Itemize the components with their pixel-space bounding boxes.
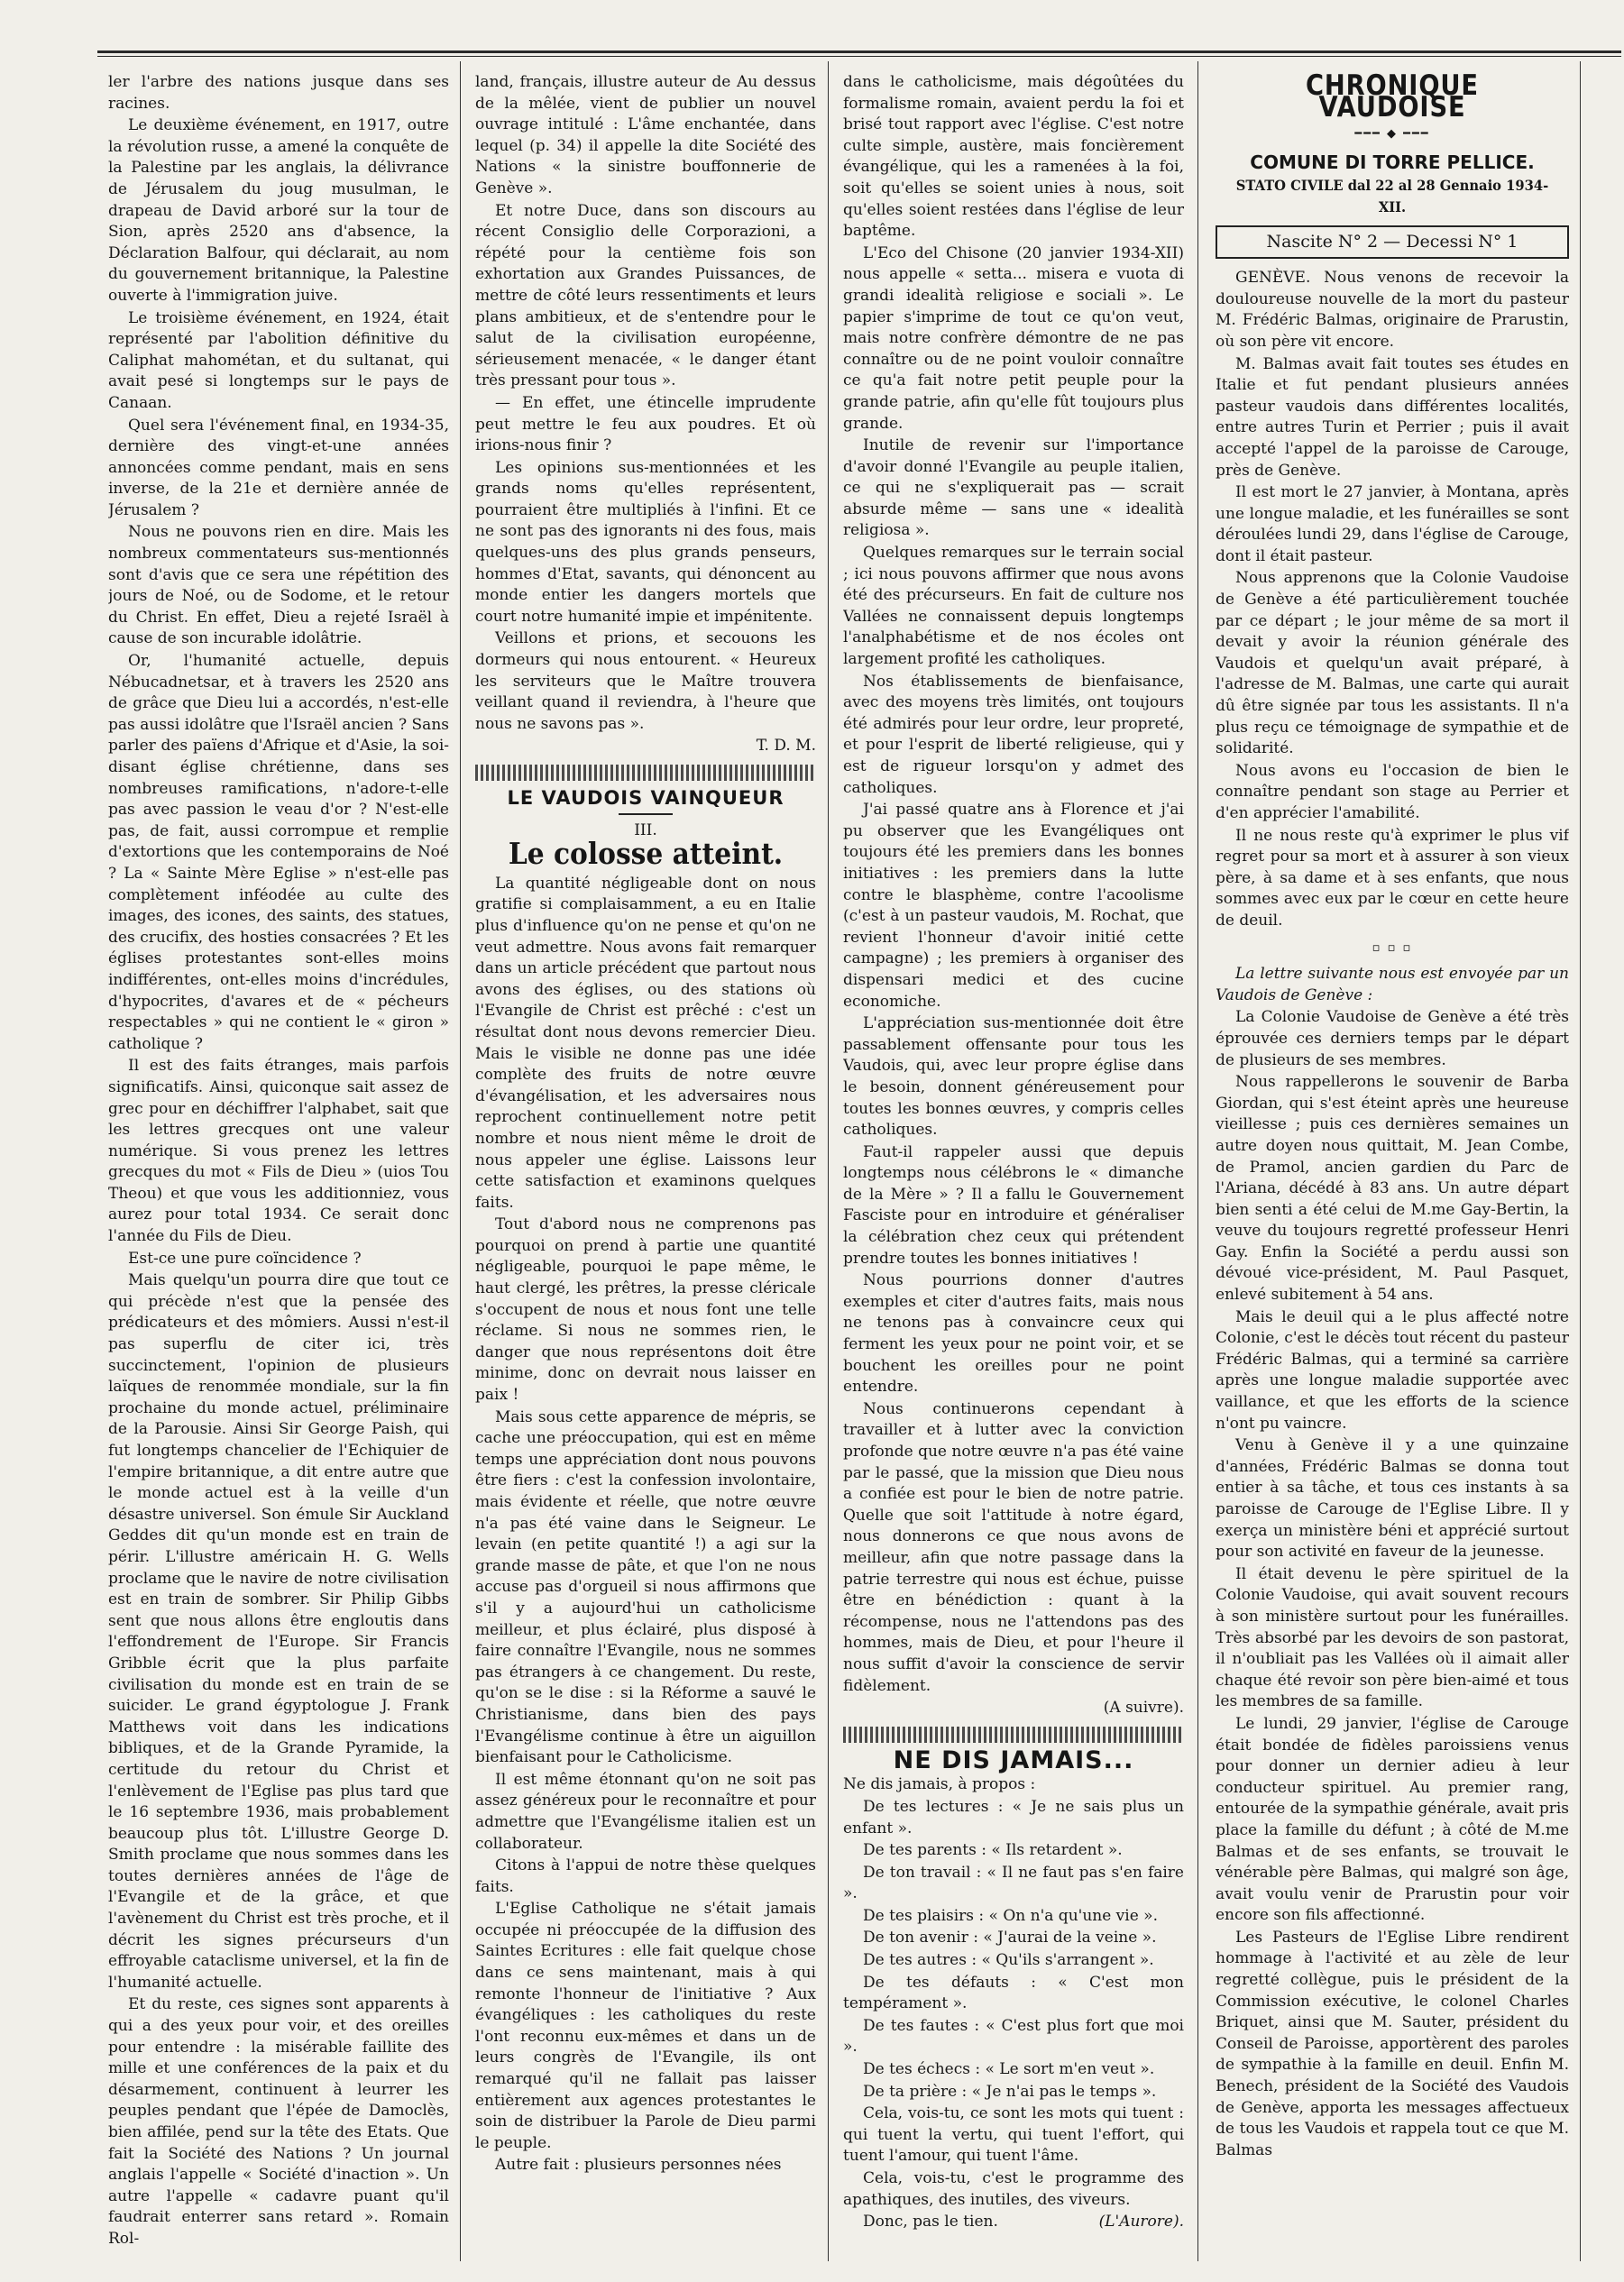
col4-paragraph: Nous avons eu l'occasion de bien le connaître pendant son stage au Perrier et d'en apprécier l'amabilité. (1216, 761, 1569, 822)
col3-paragraph: L'Eco del Chisone (20 janvier 1934-XII) nous appelle « setta... misera e vuota di grandi idealità religiose e sociali ». Le papier s'imprime de tout ce qu'on veut, mais notre confrère démontre de ne pas connaître ou de ne point vouloir connaître ce qu'a fait notre petit peuple pour la grande patrie, afin qu'elle fût toujours plus grande. (843, 243, 1184, 433)
col4-paragraph: M. Balmas avait fait toutes ses études en Italie et fut pendant plusieurs années pasteur vaudois dans différentes localités, entre autres Turin et Perrier ; puis il avait accepté l'appel de la paroisse de Carouge, près de Genève. (1216, 354, 1569, 480)
nedis-line: De tes autres : « Qu'ils s'arrangent ». (863, 1951, 1154, 1970)
col2-paragraph: Et notre Duce, dans son discours au récent Consiglio delle Corporazioni, a répété pour la centième fois son exhortation aux Grandes Puissances, de mettre de côté leurs ressentiments et leurs plans ambitieux, et de s'entendre pour le salut de la civilisation européenne, sérieusement menacée, « le danger étant très pressant pour tous ». (475, 201, 816, 390)
nedis-line: Cela, vois-tu, c'est le programme des apathiques, des inutiles, des viveurs. (843, 2169, 1184, 2209)
nedis-line: De ton avenir : « J'aurai de la veine ». (863, 1929, 1157, 1947)
col2-paragraph: — En effet, une étincelle imprudente peut mettre le feu aux poudres. Et où irions-nous finir ? (475, 393, 816, 455)
col2-paragraph: L'Eglise Catholique ne s'était jamais occupée ni préoccupée de la diffusion des Saintes Ecritures : elle fait quelque chose dans ce sens maintenant, mais à qui remonte l'honneur de l'initiative ? Aux évangéliques : les catholiques du reste l'ont reconnu eux-mêmes et dans un de leurs congrès de l'Evangile, ils ont remarqué qu'il ne fallait pas laisser entièrement aux agences protestantes le soin de distribuer la Parole de Dieu parmi le peuple. (475, 1900, 816, 2152)
col1-paragraph: Est-ce une pure coïncidence ? (128, 1249, 362, 1268)
col3-paragraph: Nos établissements de bienfaisance, avec des moyens très limités, ont toujours été admirés pour leur ordre, leur propreté, et pour l'esprit de liberté religieuse, qui y est de rigueur lorsqu'on y admet des catholiques. (843, 672, 1184, 797)
column-4 (1216, 72, 1569, 2272)
col2-paragraph: Veillons et prions, et secouons les dormeurs qui nous entourent. « Heureux les serviteurs que le Maître trouvera veillant quand il reviendra, à l'heure que nous ne savons pas ». (475, 629, 816, 733)
nedis-closing (843, 2212, 1184, 2233)
col3-paragraph: L'appréciation sus-mentionnée doit être passablement offensante pour tous les Vaudois, qui, avec leur propre église dans le besoin, donnent généreusement pour toutes les bonnes œuvres, y compris celles catholiques. (843, 1014, 1184, 1140)
to-be-continued: (A suivre). (1103, 1699, 1184, 1718)
col2-paragraph: Mais sous cette apparence de mépris, se cache une préoccupation, qui est en même temps une appréciation dont nous pouvons être fiers : c'est la confession involontaire, mais évidente et réelle, que notre œuvre n'a pas été vaine dans le Seigneur. Le levain (en petite quantité !) a agi sur la grande masse de pâte, et que l'on ne nous accuse pas d'orgueil si nous affirmons que s'il y a aujourd'hui un catholicisme meilleur, et plus éclairé, plus disposé à faire connaître l'Evangile, nous ne sommes pas étrangers à ce changement. Du reste, qu'on se le dise : si la Réforme a sauvé le Christianisme, dans bien des pays l'Evangélisme continue à être un aiguillon bienfaisant pour le Catholicisme. (475, 1407, 816, 1767)
comune-heading: COMUNE DI TORRE PELLICE. (1250, 151, 1535, 173)
ornament-divider (475, 765, 816, 781)
col2-paragraph: La quantité négligeable dont on nous gratifie si complaisamment, a eu en Italie plus d'influence qu'on ne pense et qu'on ne veut admettre. Nous avons fait remarquer dans un article précédent que partout nous avons des églises, ou des stations où l'Evangile de Christ est prêché : c'est un résultat dont nous devons remercier Dieu. Mais le visible ne donne pas une idée complète des fruits de notre œuvre d'évangélisation, et les adversaires nous reprochent continuellement notre petit nombre et nous nient même le droit de nous appeler une église. Laissons leur cette satisfaction et examinons quelques faits. (475, 874, 816, 1212)
col2-paragraph: Il est même étonnant qu'on ne soit pas assez généreux pour le reconnaître et pour admettre que l'Evangélisme italien est un collaborateur. (475, 1770, 816, 1853)
column-1 (108, 72, 449, 2272)
col2-paragraph: Tout d'abord nous ne comprenons pas pourquoi on prend à partie une quantité négligeable, pourquoi le pape même, le haut clergé, les prêtres, la presse cléricale s'occupent de nous et nous font une telle réclame. Si nous ne sommes rien, le danger que nous représentons doit être minime, donc on devrait nous laisser en paix ! (475, 1215, 816, 1405)
column-2 (475, 72, 816, 2272)
col4-paragraph: Les Pasteurs de l'Eglise Libre rendirent hommage à l'activité et au zèle de leur regretté collègue, puis le président de la Commission exécutive, le colonel Charles Briquet, ainsi que M. Sauter, président du Conseil de Paroisse, apportèrent des paroles de sympathie à la famille en deuil. Enfin M. Benech, président de la Société des Vaudois de Genève, apporta les messages affectueux de tous les Vaudois et rappela tout ce que M. Balmas (1216, 1928, 1569, 2159)
col1-paragraph: Et du reste, ces signes sont apparents à qui a des yeux pour voir, et des oreilles pour entendre : la misérable faillite des mille et une conférences de la paix et du désarmement, continuent à leurrer les peuples pendant que l'épée de Damoclès, bien affilée, pend sur la tête des Etats. Que fait la Société des Nations ? Un journal anglais l'appelle « Société d'inaction ». Un autre l'appelle « cadavre puant qu'il faudrait enterrer sans retard ». Romain Rol- (108, 1995, 449, 2248)
article-signature: T. D. M. (756, 737, 816, 756)
section-heading-ne-dis-jamais: NE DIS JAMAIS... (893, 1746, 1134, 1774)
col1-paragraph: Le deuxième événement, en 1917, outre la révolution russe, a amené la conquête de la Palestine par les anglais, la délivrance de Jérusalem du joug musulman, le drapeau de David arboré sur la tour de Sion, après 2520 ans d'absence, la Déclaration Balfour, qui déclarait, au nom du gouvernement britannique, la Palestine ouverte à l'immigration juive. (108, 116, 449, 305)
col4-paragraph: Il était devenu le père spirituel de la Colonie Vaudoise, qui avait souvent recours à son ministère surtout pour les funérailles. Très absorbé par les devoirs de son pastorat, il n'oubliait pas les Vallées où il aimait aller chaque été revoir son père bien-aimé et tous les membres de sa famille. (1216, 1564, 1569, 1711)
col4-paragraph: Le lundi, 29 janvier, l'église de Carouge était bondée de fidèles paroissiens venus pour donner un dernier adieu à leur conducteur spirituel. Au premier rang, entourée de la sympathie générale, avait pris place la famille du défunt ; à côté de M.me Balmas et de ses enfants, se trouvait le vénérable père Balmas, qui malgré son âge, avait voulu venir de Prarustin pour voir encore son fils affectionné. (1216, 1714, 1569, 1925)
article-title: Le colosse atteint. (508, 836, 784, 872)
letter-intro: La lettre suivante nous est envoyée par un Vaudois de Genève : (1216, 965, 1569, 1004)
ornament-divider (843, 1727, 1184, 1743)
births-deaths-box: Nascite N° 2 — Decessi N° 1 (1216, 225, 1569, 260)
top-rule-thin (97, 56, 1621, 57)
col4-paragraph: Nous apprenons que la Colonie Vaudoise de Genève a été particulièrement touchée par ce départ ; le jour même de sa mort il devait y avoir la réunion générale des Vaudois et quelqu'un avait préparé, à l'adresse de M. Balmas, une carte qui aurait dû être signée par tous les assistants. Il n'a plus reçu ce témoignage de sympathie et de solidarité. (1216, 569, 1569, 758)
nedis-line: De ta prière : « Je n'ai pas le temps ». (863, 2082, 1157, 2101)
col3-paragraph: Inutile de revenir sur l'importance d'avoir donné l'Evangile au peuple italien, ce qui ne s'expliquerait pas — scrait absurde même — sans une « idealità religiosa ». (843, 436, 1184, 540)
col1-paragraph: Le troisième événement, en 1924, était représenté par l'abolition définitive du Caliphat mahométan, et du sultanat, qui avait pesé si longtemps sur le pays de Canaan. (108, 308, 449, 412)
col1-paragraph: Nous ne pouvons rien en dire. Mais les nombreux commentateurs sus-mentionnés sont d'avis que ce sera une répétition des jours de Noé, ou de Sodome, et le retour du Christ. En effet, Dieu a rejeté Israël à cause de son incurable idolâtrie. (108, 523, 449, 648)
col4-paragraph: La Colonie Vaudoise de Genève a été très éprouvée ces derniers temps par le départ de plusieurs de ses membres. (1216, 1008, 1569, 1069)
nedis-line: De tes lectures : « Je ne sais plus un enfant ». (843, 1797, 1184, 1838)
column-divider-2 (828, 61, 829, 2261)
nedis-line: De tes plaisirs : « On n'a qu'une vie ». (863, 1906, 1158, 1925)
nedis-line: De ton travail : « Il ne faut pas s'en faire ». (843, 1863, 1184, 1903)
col4-paragraph: Venu à Genève il y a une quinzaine d'années, Frédéric Balmas se donna tout entier à sa tâche, et tous ces instants à sa paroisse de Carouge de l'Eglise Libre. Il y exerça un ministère béni et apprécié surtout pour son activité en faveur de la jeunesse. (1216, 1436, 1569, 1562)
col2-paragraph: Les opinions sus-mentionnées et les grands noms qu'elles représentent, pourraient être multipliés à l'infini. Et ce ne sont pas des ignorants ni des fous, mais quelques-uns des plus grands penseurs, hommes d'Etat, savants, qui dénoncent au monde entier les dangers mortels que court notre humanité impie et impénitente. (475, 458, 816, 626)
col4-paragraph: Mais le deuil qui a le plus affecté notre Colonie, c'est le décès tout récent du pasteur Frédéric Balmas, qui a terminé sa carrière après une longue maladie supportée avec vaillance, et que les efforts de la science n'ont pu vaincre. (1216, 1307, 1569, 1433)
col3-paragraph: Faut-il rappeler aussi que depuis longtemps nous célébrons le « dimanche de la Mère » ? Il a fallu le Gouvernement Fasciste pour en introduire et généraliser la célébration chez ceux qui prétendent prendre toutes les bonnes initiatives ! (843, 1142, 1184, 1268)
column-divider-right (1580, 61, 1581, 2261)
nedis-last-line: Donc, pas le tien. (863, 2213, 998, 2232)
section-heading-vaudois: LE VAUDOIS VAINQUEUR (507, 787, 784, 809)
col1-paragraph: Il est des faits étranges, mais parfois significatifs. Ainsi, quiconque sait assez de grec pour en déchiffrer l'alphabet, sait que les lettres grecques ont une valeur numérique. Si vous prenez les lettres grecques du mot « Fils de Dieu » (uios Tou Theou) et que vous les additionniez, vous aurez pour total 1934. Ce serait donc l'année du Fils de Dieu. (108, 1057, 449, 1246)
nedis-line: Cela, vois-tu, ce sont les mots qui tuent : qui tuent la vertu, qui tuent l'effort, qui tuent l'amour, qui tuent l'âme. (843, 2104, 1184, 2166)
col3-paragraph: Nous pourrions donner d'autres exemples et citer d'autres faits, mais nous ne tenons pas à convaincre ceux qui ferment les yeux pour ne point voir, et se bouchent les oreilles pour ne point entendre. (843, 1271, 1184, 1397)
col2-paragraph: Citons à l'appui de notre thèse quelques faits. (475, 1856, 816, 1896)
nedis-line: Ne dis jamais, à propos : (843, 1775, 1036, 1794)
stato-civile-heading: STATO CIVILE dal 22 al 28 Gennaio 1934-XII. (1235, 177, 1549, 215)
part-number: III. (634, 820, 657, 839)
col2-paragraph: land, français, illustre auteur de Au dessus de la mêlée, vient de publier un nouvel ouvrage intitulé : L'âme enchantée, dans lequel (p. 34) il appelle la dite Société des Nations « la sinistre bouffonnerie de Genève ». (475, 73, 816, 197)
column-3 (843, 72, 1184, 2272)
col1-paragraph: Mais quelqu'un pourra dire que tout ce qui précède n'est que la pensée des prédicateurs et des mômiers. Aussi n'est-il pas superflu de citer ici, très succinctement, l'opinion de plusieurs laïques de renommée mondiale, sur la fin prochaine du monde actuel, préliminaire de la Parousie. Ainsi Sir George Paish, qui fut longtemps chancelier de l'Echiquier de l'empire britannique, a dit entre autre que le monde actuel est à la veille d'un désastre universel. Son émule Sir Auckland Geddes dit qu'un monde est en train de périr. L'illustre américain H. G. Wells proclame que le navire de notre civilisation est en train de sombrer. Sir Philip Gibbs sent que nous allons être engloutis dans l'effondrement de l'Europe. Sir Francis Gribble écrit que la plus parfaite civilisation du monde est en train de se suicider. Le grand égyptologue J. Frank Matthews voit dans les indications bibliques, et de la Grande Pyramide, la certitude du retour du Christ et l'enlèvement de l'Eglise pas plus tard que le 16 septembre 1936, mais probablement beaucoup plus tôt. L'illustre George D. Smith proclame que nous sommes dans les toutes dernières années de l'âge de l'Evangile et de la grâce, et que l'avènement du Christ est très proche, et il décrit les signes précurseurs d'un effroyable cataclisme universel, et la fin de l'humanité actuelle. (108, 1271, 449, 1992)
paragraph-ornament: ▫ ▫ ▫ (1372, 940, 1413, 955)
col4-paragraph: Il est mort le 27 janvier, à Montana, après une longue maladie, et les funérailles se sont déroulées lundi 29, dans l'église de Carouge, dont il était pasteur. (1216, 483, 1569, 565)
top-rule (97, 50, 1621, 53)
section-heading-chronique: CHRONIQUE VAUDOISE (1306, 72, 1479, 124)
col4-paragraph: Nous rappellerons le souvenir de Barba Giordan, qui s'est éteint après une heureuse vieillesse ; puis ces dernières semaines un autre doyen nous quittait, M. Jean Combe, de Pramol, ancien gardien du Parc de l'Ariana, décédé à 83 ans. Un autre départ bien senti a été celui de M.me Gay-Bertin, la veuve du toujours regretté professeur Henri Gay. Enfin la Société a perdu aussi son dévoué vice-président, M. Paul Pasquet, enlevé subitement à 54 ans. (1216, 1073, 1569, 1305)
column-divider-1 (460, 61, 461, 2261)
col4-paragraph: GENÈVE. Nous venons de recevoir la douloureuse nouvelle de la mort du pasteur M. Frédéric Balmas, originaire de Prarustin, où son père vit encore. (1216, 269, 1569, 351)
nedis-line: De tes échecs : « Le sort m'en veut ». (863, 2060, 1155, 2079)
col4-paragraph: Il ne nous reste qu'à exprimer le plus vif regret pour sa mort et à assurer à son vieux père, à sa dame et à ses enfants, que nous sommes avec eux par le cœur en cette heure de deuil. (1216, 826, 1569, 930)
heading-ornament: ━━━ ◆ ━━━ (1354, 127, 1430, 142)
col1-paragraph: ler l'arbre des nations jusque dans ses racines. (108, 73, 449, 113)
col2-paragraph: Autre fait : plusieurs personnes nées (495, 2156, 782, 2175)
col1-paragraph: Quel sera l'événement final, en 1934-35, dernière des vingt-et-une années annoncées comme pendant, mais en sens inverse, de la 21e et dernière année de Jérusalem ? (108, 416, 449, 519)
col1-paragraph: Or, l'humanité actuelle, depuis Nébucadnetsar, et à travers les 2520 ans de grâce que Dieu lui a accordés, n'est-elle pas aussi idolâtre que l'Israël ancien ? Sans parler des païens d'Afrique et d'Asie, la soi-disant église chrétienne, dans ses nombreuses ramifications, n'adore-t-elle pas avec passion le veau d'or ? N'est-elle pas, de fait, aussi corrompue et remplie d'extortions que les contemporains de Noé ? La « Sainte Mère Eglise » n'est-elle pas complètement inféodée au culte des images, des icones, des saints, des statues, des crucifix, des hosties consacrées ? Et les églises protestantes sont-elles moins indifférentes, ont-elles moins d'incrédules, d'hypocrites, d'avares et de « pécheurs respectables » qui ne contient le « giron » catholique ? (108, 652, 449, 1053)
nedis-line: De tes défauts : « C'est mon tempérament ». (843, 1973, 1184, 2013)
column-divider-3 (1197, 61, 1198, 2261)
heading-rule (619, 813, 673, 815)
col3-paragraph: J'ai passé quatre ans à Florence et j'ai pu observer que les Evangéliques ont toujours été les premiers dans les bonnes initiatives : les premiers dans la lutte contre le blasphème, contre l'acoolisme (c'est à un pasteur vaudois, M. Rochat, que revient l'honneur d'avoir initié cette campagne) ; les premiers à organiser des dispensari medici et des cucine economiche. (843, 801, 1184, 1011)
col3-paragraph: Quelques remarques sur le terrain social ; ici nous pouvons affirmer que nous avons été des précurseurs. En fait de culture nos Vallées ne connaissent depuis longtemps l'analphabétisme et de nos écoles ont largement profité les catholiques. (843, 544, 1184, 669)
nedis-source: (L'Aurore). (1098, 2213, 1184, 2232)
col3-paragraph: Nous continuerons cependant à travailler et à lutter avec la conviction profonde que notre œuvre n'a pas été vaine par le passé, que la mission que Dieu nous a confiée est pour le bien de notre patrie. Quelle que soit l'attitude à notre égard, nous donnerons ce que nous avons de meilleur, afin que notre passage dans la patrie terrestre qui nous est échue, puisse être en bénédiction : quant à la récompense, nous ne l'attendons pas des hommes, mais de Dieu, et pour l'heure il nous suffit d'avoir la conscience de servir fidèlement. (843, 1399, 1184, 1695)
nedis-line: De tes fautes : « C'est plus fort que moi ». (843, 2016, 1184, 2057)
col3-paragraph: dans le catholicisme, mais dégoûtées du formalisme romain, avaient perdu la foi et brisé tout rapport avec l'église. C'est notre culte simple, austère, mais foncièrement évangélique, qui les a ramenées à la foi, soit qu'elles se soient unies à nous, soit qu'elles soient restées dans l'église de leur baptême. (843, 73, 1184, 241)
nedis-line: De tes parents : « Ils retardent ». (863, 1841, 1123, 1860)
